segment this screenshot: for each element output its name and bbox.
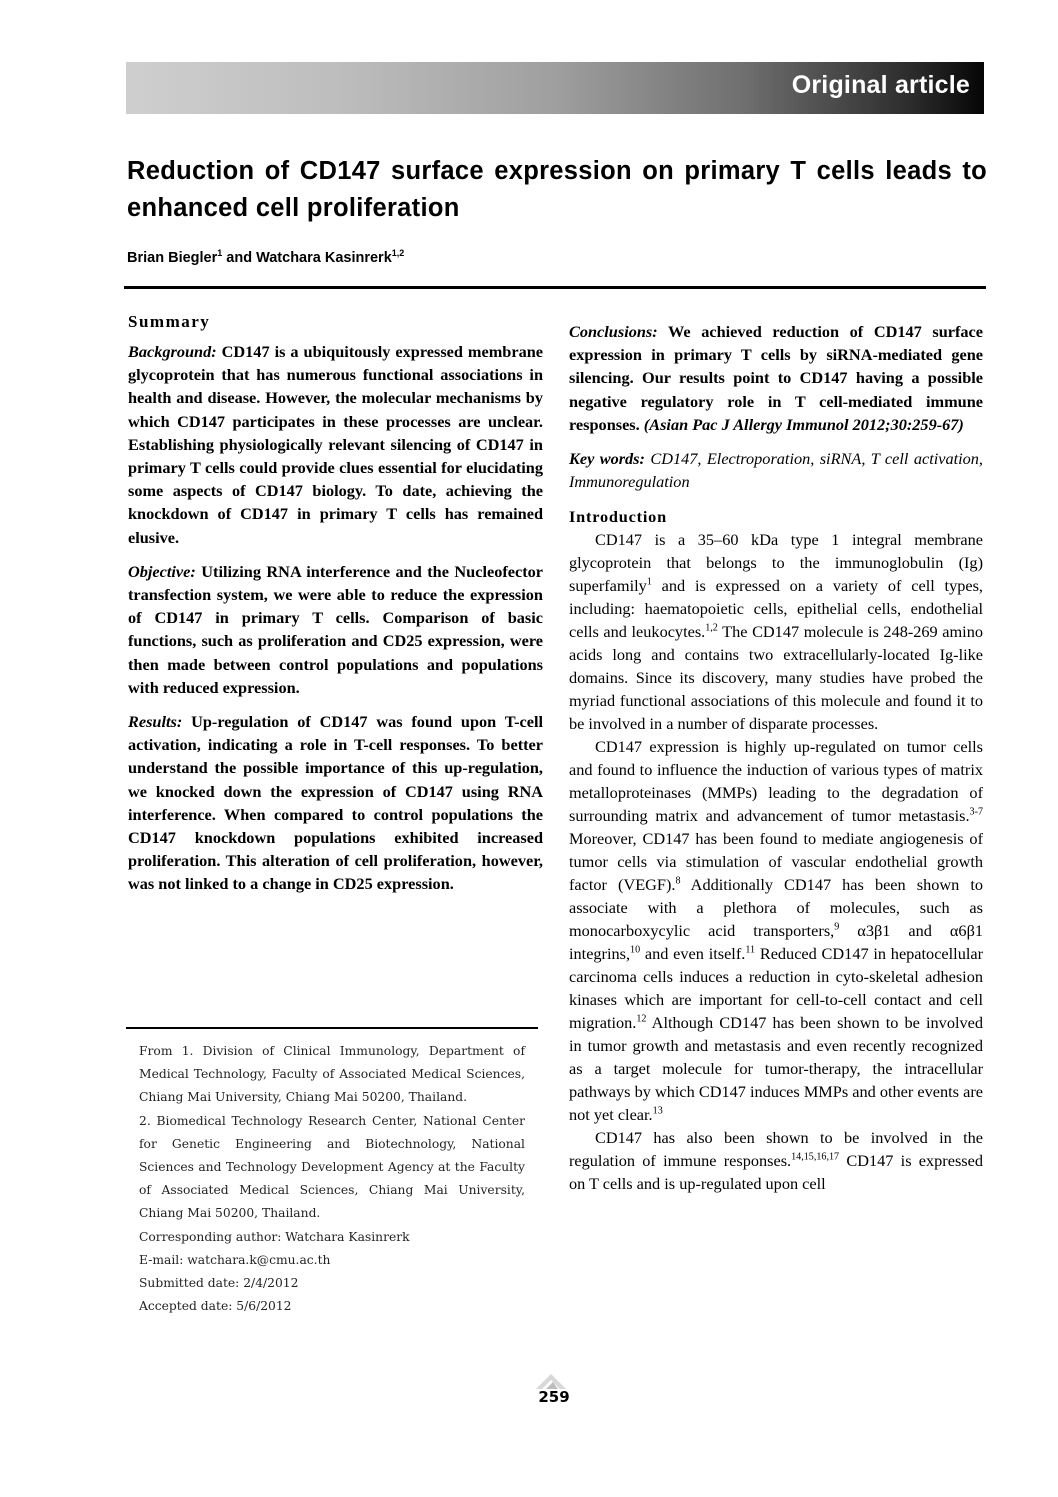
abstract-results	[128, 710, 543, 896]
journal-citation: (Asian Pac J Allergy Immunol 2012;30:259-67)	[643, 414, 964, 434]
paragraph-text: CD147 expression is highly up-regulated on tumor cells and found to influence the induction of various types of matrix metalloproteinases (MMPs) leading to the degradation of surrounding matrix and advancement of tumor metastasis.	[569, 737, 983, 826]
submitted-date: Submitted date: 2/4/2012	[139, 1276, 299, 1291]
citation-reference: 13	[652, 1106, 663, 1117]
paragraph-text: Moreover, CD147 has been found to mediate angiogenesis of tumor cells via stimulation of vascular endothelial growth factor (VEGF).	[569, 829, 983, 895]
author-affiliation-marker: 1,2	[391, 248, 405, 259]
paragraph-text: CD147 is a 35–60 kDa type 1 integral membrane glycoprotein that belongs to the immunoglobulin (Ig) superfamily	[569, 530, 983, 596]
paragraph-text: α3β1 and α6β1 integrins,	[569, 921, 983, 964]
accepted-date: Accepted date: 5/6/2012	[139, 1299, 292, 1314]
author-list	[127, 250, 404, 266]
paragraph-text: Additionally CD147 has been shown to associate with a plethora of molecules, such as monocarboxycylic acid transporters,	[569, 875, 983, 941]
section-banner	[126, 62, 984, 114]
citation-reference: 9	[834, 922, 840, 933]
introduction-body	[569, 528, 983, 1195]
citation-reference: 11	[745, 945, 756, 956]
citation-reference: 1	[646, 577, 652, 588]
citation-reference: 1,2	[705, 623, 718, 634]
paragraph-text: Although CD147 has been shown to be involved in tumor growth and metastasis and even recently recognized as a target molecule for tumor-therapy, the intracellular pathways by which CD147 induces MMPs and other events are not yet clear.	[569, 1013, 983, 1125]
author-email: E-mail: watchara.k@cmu.ac.th	[139, 1252, 331, 1267]
abstract-label: Results:	[128, 712, 183, 732]
abstract-text: We achieved reduction of CD147 surface expression in primary T cells by siRNA-mediated gene silencing. Our results point to CD147 having a possible negative regulatory role in T cell-mediated immune responses.	[569, 322, 983, 434]
author-name: Brian Biegler	[127, 250, 218, 266]
citation-reference: 12	[636, 1014, 647, 1025]
right-column	[569, 320, 983, 1195]
abstract-background	[128, 340, 543, 549]
paragraph-text: CD147 is expressed on T cells and is up-regulated upon cell	[569, 1151, 983, 1194]
affiliation-2: 2. Biomedical Technology Research Center, National Center for Genetic Engineering and Biotechnology, National Sciences and Technology Development Agency at the Faculty of Associated Medical Sciences, Chiang Mai University, Chiang Mai 50200, Thailand.	[139, 1113, 525, 1221]
keywords	[569, 447, 983, 493]
author-joiner: and	[222, 250, 257, 266]
article-title: Reduction of CD147 surface expression on primary T cells leads to enhanced cell proliferation	[127, 157, 987, 222]
keywords-list: CD147, Electroporation, siRNA, T cell activation, Immunoregulation	[569, 449, 984, 492]
introduction-paragraph	[569, 735, 983, 1126]
summary-column	[128, 312, 543, 907]
introduction-paragraph	[569, 1126, 983, 1195]
paragraph-text: and even itself.	[640, 944, 746, 964]
abstract-label: Conclusions:	[569, 322, 658, 341]
abstract-text: Utilizing RNA interference and the Nucleofector transfection system, we were able to reduce the expression of CD147 in primary T cells. Comparison of basic functions, such as proliferation and CD25 expression, were then made between control populations and populations with reduced expression.	[128, 561, 543, 697]
journal-logo-icon	[534, 1373, 568, 1389]
introduction-paragraph	[569, 528, 983, 735]
citation-reference: 8	[675, 876, 681, 887]
abstract-text: CD147 is a ubiquitously expressed membrane glycoprotein that has numerous functional associations in health and disease. However, the molecular mechanisms by which CD147 participates in these processes are unclear. Establishing physiologically relevant silencing of CD147 in primary T cells could provide clues essential for elucidating some aspects of CD147 biology. To date, achieving the knockdown of CD147 in primary T cells has remained elusive.	[128, 342, 543, 547]
section-label: Original article	[791, 71, 970, 99]
paragraph-text: and is expressed on a variety of cell types, including: haematopoietic cells, epithelial cells, endothelial cells and leukocytes.	[569, 576, 983, 642]
affiliation-divider	[126, 1027, 538, 1029]
abstract-objective	[128, 560, 543, 699]
introduction-heading: Introduction	[569, 507, 667, 527]
author-name: Watchara Kasinrerk	[256, 250, 392, 266]
page-number: 259	[538, 1388, 570, 1406]
abstract-text: Up-regulation of CD147 was found upon T-cell activation, indicating a role in T-cell responses. To better understand the possible importance of this up-regulation, we knocked down the expression of CD147 using RNA interference. When compared to control populations the CD147 knockdown populations exhibited increased proliferation. This alteration of cell proliferation, however, was not linked to a change in CD25 expression.	[128, 712, 543, 894]
affiliation-notes	[139, 1040, 525, 1318]
keywords-label: Key words:	[569, 449, 645, 469]
affiliation-1: From 1. Division of Clinical Immunology, Department of Medical Technology, Faculty of Associated Medical Sciences, Chiang Mai University, Chiang Mai 50200, Thailand.	[139, 1044, 525, 1105]
abstract-label: Objective:	[128, 561, 196, 581]
abstract-conclusions	[569, 320, 983, 436]
paragraph-text: CD147 has also been shown to be involved in the regulation of immune responses.	[569, 1128, 983, 1171]
citation-reference: 14,15,16,17	[791, 1152, 840, 1163]
summary-heading: Summary	[128, 312, 211, 331]
paragraph-text: Reduced CD147 in hepatocellular carcinoma cells induces a reduction in cyto-skeletal adhesion kinases which are important for cell-to-cell contact and cell migration.	[569, 944, 984, 1033]
header-divider	[124, 286, 986, 289]
corresponding-author: Corresponding author: Watchara Kasinrerk	[139, 1229, 410, 1244]
abstract-label: Background:	[128, 342, 217, 361]
citation-reference: 10	[630, 945, 641, 956]
citation-reference: 3-7	[969, 807, 983, 818]
author-affiliation-marker: 1	[217, 248, 223, 259]
paragraph-text: The CD147 molecule is 248-269 amino acids long and contains two extracellularly-located Ig-like domains. Since its discovery, many studies have probed the myriad functional associations of this molecule and found it to be involved in a number of disparate processes.	[569, 622, 983, 734]
